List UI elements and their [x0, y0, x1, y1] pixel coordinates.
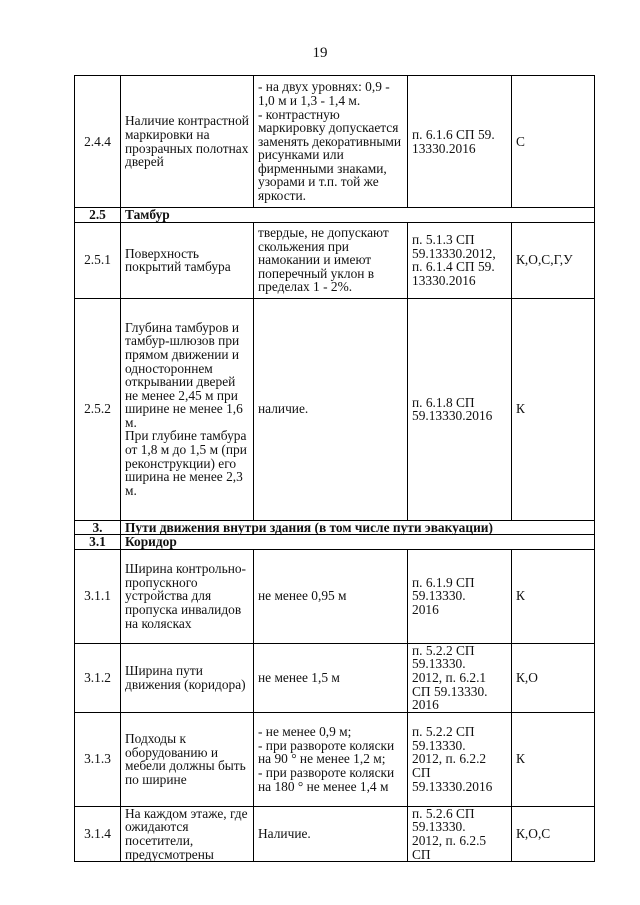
table-row: [75, 549, 595, 643]
section-number: 2.5: [75, 208, 121, 223]
item-number: 2.4.4: [75, 76, 121, 208]
category-codes: К,О: [512, 643, 595, 712]
requirement-name: На каждом этаже, где ожидаются посетители, предусмотрены: [121, 806, 254, 861]
section-number: 3.: [75, 520, 121, 535]
table-body: [75, 76, 595, 862]
requirement-value: - на двух уровнях: 0,9 - 1,0 м и 1,3 - 1,4 м. - контрастную маркировку допускается заменять декоративными рисунками или фирменными знаками, узорами и т.п. той же яркости.: [254, 76, 408, 208]
section-title: Коридор: [121, 535, 595, 550]
section-row: [75, 535, 595, 550]
normative-reference: п. 5.2.2 СП 59.13330. 2012, п. 6.2.1 СП 59.13330. 2016: [408, 643, 512, 712]
normative-reference: п. 6.1.6 СП 59. 13330.2016: [408, 76, 512, 208]
requirement-value: наличие.: [254, 298, 408, 520]
category-codes: С: [512, 76, 595, 208]
requirements-table: [74, 75, 595, 862]
category-codes: К: [512, 549, 595, 643]
item-number: 3.1.3: [75, 712, 121, 806]
table-row: [75, 76, 595, 208]
table-row: [75, 806, 595, 861]
item-number: 3.1.2: [75, 643, 121, 712]
category-codes: К,О,С: [512, 806, 595, 861]
category-codes: К: [512, 298, 595, 520]
requirement-value: твердые, не допускают скольжения при намокании и имеют поперечный уклон в пределах 1 - 2%.: [254, 222, 408, 298]
requirement-name: Ширина контрольно-пропускного устройства для пропуска инвалидов на колясках: [121, 549, 254, 643]
page-number: 19: [312, 45, 328, 61]
category-codes: К,О,С,Г,У: [512, 222, 595, 298]
item-number: 3.1.4: [75, 806, 121, 861]
section-row: [75, 208, 595, 223]
section-row: [75, 520, 595, 535]
section-number: 3.1: [75, 535, 121, 550]
requirement-name: Подходы к оборудованию и мебели должны быть по ширине: [121, 712, 254, 806]
item-number: 3.1.1: [75, 549, 121, 643]
requirement-name: Ширина пути движения (коридора): [121, 643, 254, 712]
item-number: 2.5.1: [75, 222, 121, 298]
normative-reference: п. 5.1.3 СП 59.13330.2012, п. 6.1.4 СП 59. 13330.2016: [408, 222, 512, 298]
normative-reference: п. 6.1.9 СП 59.13330. 2016: [408, 549, 512, 643]
table-row: [75, 643, 595, 712]
normative-reference: п. 5.2.2 СП 59.13330. 2012, п. 6.2.2 СП 59.13330.2016: [408, 712, 512, 806]
requirement-name: Поверхность покрытий тамбура: [121, 222, 254, 298]
normative-reference: п. 5.2.6 СП 59.13330. 2012, п. 6.2.5 СП: [408, 806, 512, 861]
category-codes: К: [512, 712, 595, 806]
table-row: [75, 712, 595, 806]
section-title: Пути движения внутри здания (в том числе пути эвакуации): [121, 520, 595, 535]
requirement-value: не менее 1,5 м: [254, 643, 408, 712]
item-number: 2.5.2: [75, 298, 121, 520]
requirement-value: Наличие.: [254, 806, 408, 861]
requirement-value: не менее 0,95 м: [254, 549, 408, 643]
normative-reference: п. 6.1.8 СП 59.13330.2016: [408, 298, 512, 520]
requirement-name: Глубина тамбуров и тамбур-шлюзов при прямом движении и одностороннем открывании дверей не менее 2,45 м при ширине не менее 1,6 м. При глубине тамбура от 1,8 м до 1,5 м (при реконструкции) его ширина не менее 2,3 м.: [121, 298, 254, 520]
requirement-value: - не менее 0,9 м; - при развороте коляски на 90 ° не менее 1,2 м; - при развороте коляски на 180 ° не менее 1,4 м: [254, 712, 408, 806]
section-title: Тамбур: [121, 208, 595, 223]
requirement-name: Наличие контрастной маркировки на прозрачных полотнах дверей: [121, 76, 254, 208]
table-row: [75, 298, 595, 520]
table-row: [75, 222, 595, 298]
